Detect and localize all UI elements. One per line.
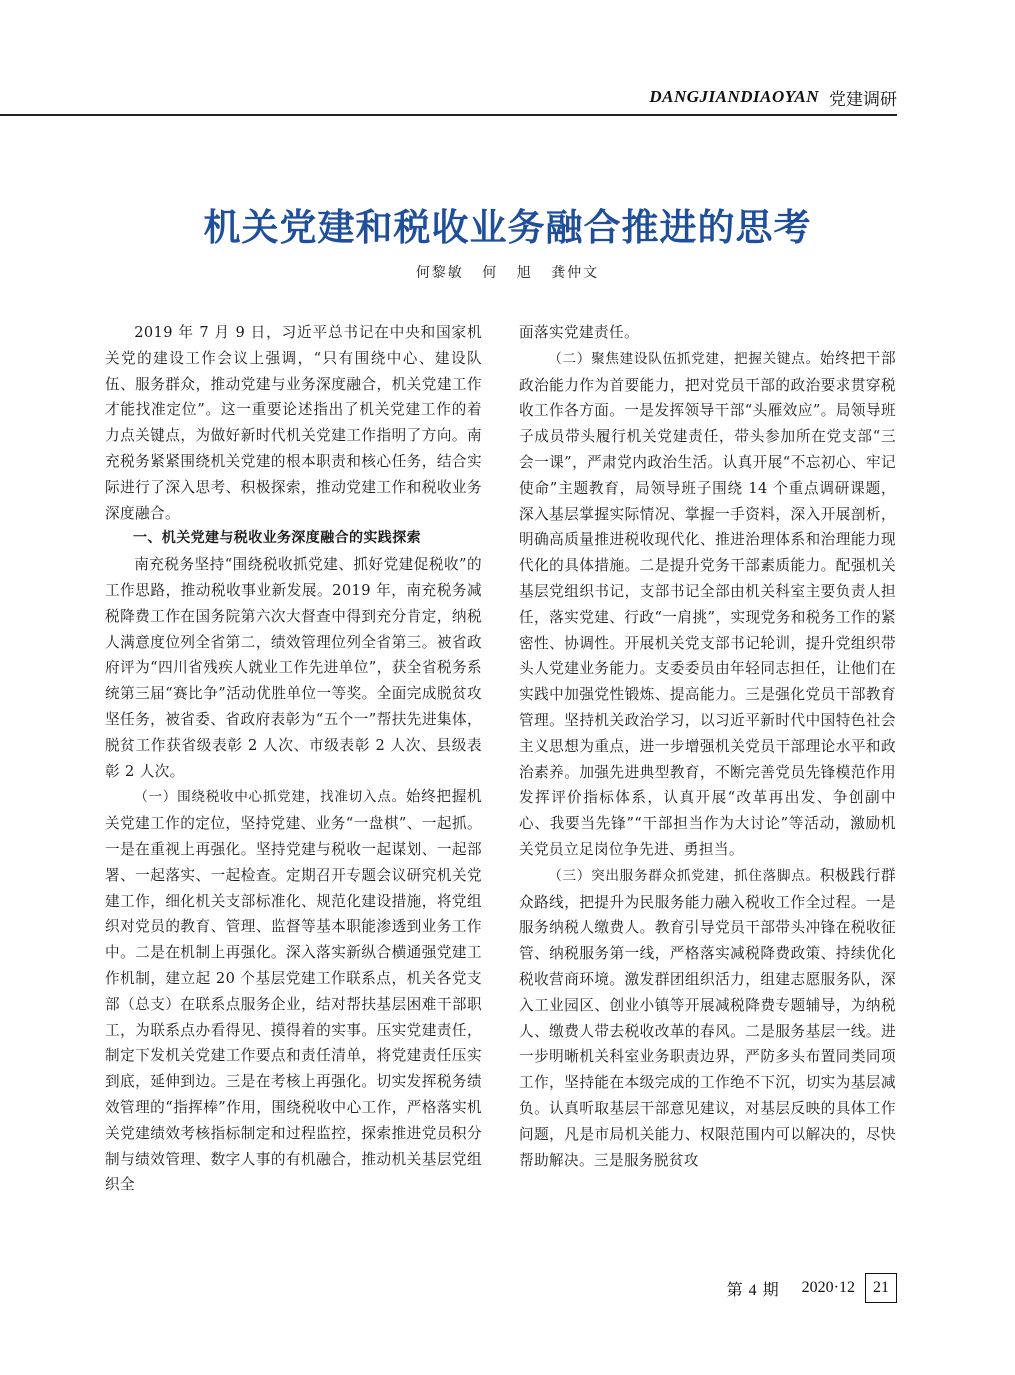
subsection-body: 始终把握机关党建工作的定位，坚持党建、业务“一盘棋”、一起抓。一是在重视上再强化。坚持党建与税收一起谋划、一起部署、一起落实、一起检查。定期召开专题会议研究机关党建工作，细化机关支部标准化、规范化建设措施，将党组织对党员的教育、管理、监督等基本职能渗透到业务工作中。二是在机制上再强化。深入落实新纵合横通强党建工作机制，建立起 20 个基层党建工作联系点，机关各党支部（总支）在联系点服务企业，结对帮扶基层困难干部职工，为联系点办看得见、摸得着的实事。压实党建责任，制定下发机关党建工作要点和责任清单，将党建责任压实到底，延伸到边。三是在考核上再强化。切实发挥税务绩效管理的“指挥棒”作用，围绕税收中心工作，严格落实机关党建绩效考核指标制定和过程监控，探索推进党员积分制与绩效管理、数字人事的有机融合，推动机关基层党组织全: [105, 788, 482, 1194]
section-heading: 一、机关党建与税收业务深度融合的实践探索: [133, 530, 421, 547]
intro-paragraph: 2019 年 7 月 9 日，习近平总书记在中央和国家机关党的建设工作会议上强调，“只有围绕中心、建设队伍、服务群众，推动党建与业务深度融合，机关党建工作才能找准定位”。这一重要论述指出了机关党建工作的着力点关键点，为做好新时代机关党建工作指明了方向。南充税务紧紧围绕机关党建的根本职责和核心任务，结合实际进行了深入思考、积极探索，推动党建工作和税收业务深度融合。: [105, 324, 482, 522]
subsection-body: 始终把干部政治能力作为首要能力，把对党员干部的政治要求贯穿税收工作各方面。一是发挥领导干部“头雁效应”。局领导班子成员带头履行机关党建责任，带头参加所在党支部“三会一课”，严肃党内政治生活。认真开展“不忘初心、牢记使命”主题教育，局领导班子围绕 14 个重点调研课题，深入基层掌握实际情况、掌握一手资料，深入开展剖析，明确高质量推进税收现代化、推进治理体系和治理能力现代化的具体措施。二是提升党务干部素质能力。配强机关基层党组织书记，支部书记全部由机关科室主要负责人担任，落实党建、行政“一肩挑”，实现党务和税务工作的紧密性、协调性。开展机关党支部书记轮训，提升党组织带头人党建业务能力。支委委员由年轻同志担任，让他们在实践中加强党性锻炼、提高能力。三是强化党员干部教育管理。坚持机关政治学习，以习近平新时代中国特色社会主义思想为重点，进一步增强机关党员干部理论水平和政治素养。加强先进典型教育，不断完善党员先锋模范作用发挥评价指标体系，认真开展“改革再出发、争创副中心、我要当先锋”“干部担当作为大讨论”等活动，激励机关党员立足岗位争先进、勇担当。: [519, 349, 896, 858]
continued-paragraph: 面落实党建责任。: [519, 324, 639, 341]
subsection-heading: （一）围绕税收中心抓党建，找准切入点。: [134, 789, 406, 806]
body-paragraph: 南充税务坚持“围绕税收抓党建、抓好党建促税收”的工作思路，推动税收事业新发展。2019 年，南充税务减税降费工作在国务院第六次大督查中得到充分肯定，纳税人满意度位列全省第二，绩效管理位列全省第三。被省政府评为“四川省残疾人就业工作先进单位”，获全省税务系统第三届“赛比争”活动优胜单位一等奖。全面完成脱贫攻坚任务，被省委、省政府表彰为“五个一”帮扶先进集体，脱贫工作获省级表彰 2 人次、市级表彰 2 人次、县级表彰 2 人次。: [105, 556, 482, 780]
body-paragraph: [105, 784, 482, 1198]
journal-name-cn: 党建调研: [829, 89, 897, 110]
issue-number: 第 4 期: [726, 1281, 780, 1299]
journal-name-en: DANGJIANDIAOYAN: [649, 87, 819, 106]
issue-date: 2020·12: [801, 1279, 855, 1296]
right-column: [519, 320, 896, 1173]
body-paragraph: [519, 863, 896, 1174]
subsection-heading: （二）聚焦建设队伍抓党建，把握关键点。: [548, 350, 820, 367]
subsection-body: 积极践行群众路线，把提升为民服务能力融入税收工作全过程。一是服务纳税人缴费人。教育引导党员干部带头冲锋在税收征管、纳税服务第一线，严格落实减税降费政策、持续优化税收营商环境。激发群团组织活力，组建志愿服务队，深入工业园区、创业小镇等开展减税降费专题辅导，为纳税人、缴费人带去税收改革的春风。二是服务基层一线。进一步明晰机关科室业务职责边界，严防多头布置同类同项工作，坚持能在本级完成的工作绝不下沉，切实为基层减负。认真听取基层干部意见建议，对基层反映的具体工作问题，凡是市局机关能力、权限范围内可以解决的，尽快帮助解决。三是服务脱贫攻: [519, 866, 896, 1169]
running-header: [0, 80, 897, 116]
body-paragraph: [519, 346, 896, 863]
left-column: [105, 320, 482, 1198]
article-authors: 何黎敏 何 旭 龚仲文: [415, 265, 600, 281]
page-number: 21: [865, 1273, 897, 1303]
page-footer: [0, 1273, 897, 1303]
article-title: 机关党建和税收业务融合推进的思考: [203, 205, 812, 249]
subsection-heading: （三）突出服务群众抓党建，抓住落脚点。: [548, 867, 820, 884]
